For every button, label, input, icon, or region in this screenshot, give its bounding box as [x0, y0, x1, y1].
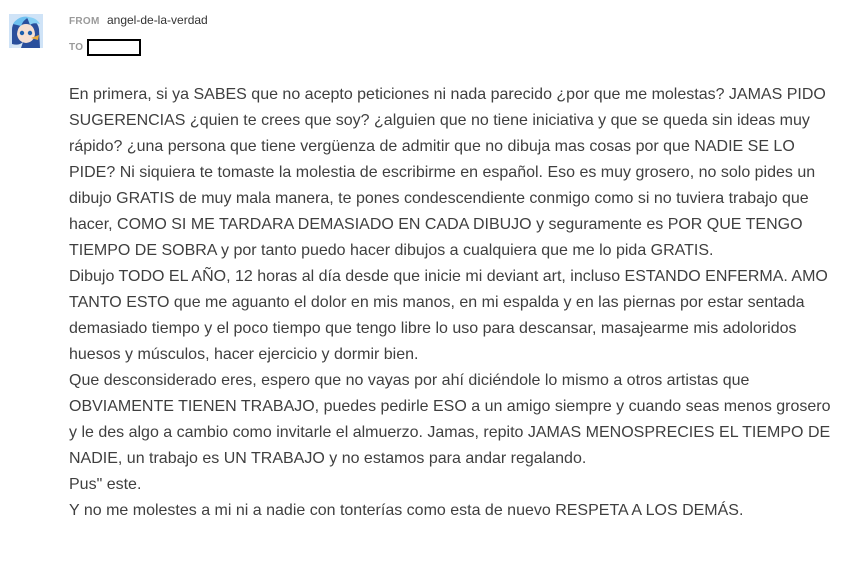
- sender-username-link[interactable]: angel-de-la-verdad: [106, 13, 208, 27]
- sender-avatar[interactable]: [9, 14, 43, 48]
- message-header: [69, 12, 208, 56]
- message-paragraph: Pus" este.: [69, 476, 142, 493]
- avatar-icon: [9, 14, 43, 48]
- message-paragraph: Dibujo TODO EL AÑO, 12 horas al día desde que inicie mi deviant art, incluso ESTANDO ENFERMA. AMO TANTO ESTO que me aguanto el dolor en mis manos, en mi espalda y en las piernas por estar sentada demasiado tiempo y el poco tiempo que tengo libre lo uso para descansar, masajearme mis adoloridos huesos y músculos, hacer ejercicio y dormir bien.: [69, 268, 828, 363]
- message-paragraph: Que desconsiderado eres, espero que no vayas por ahí diciéndole lo mismo a otros artistas que OBVIAMENTE TIENEN TRABAJO, puedes pedirle ESO a un amigo siempre y cuando seas menos grosero y le des algo a cambio como invitarle el almuerzo. Jamas, repito JAMAS MENOSPRECIES EL TIEMPO DE NADIE, un trabajo es UN TRABAJO y no estamos para andar regalando.: [69, 372, 831, 467]
- message-body: [69, 82, 839, 524]
- message-paragraph: Y no me molestes a mi ni a nadie con tonterías como esta de nuevo RESPETA A LOS DEMÁS.: [69, 502, 744, 519]
- to-label: TO: [69, 41, 84, 53]
- from-label: FROM: [69, 16, 100, 27]
- redacted-recipient: [87, 39, 141, 56]
- message-paragraph: En primera, si ya SABES que no acepto peticiones ni nada parecido ¿por que me molestas? JAMAS PIDO SUGERENCIAS ¿quien te crees que soy? ¿alguien que no tiene iniciativa y que se queda sin ideas muy rápido? ¿una persona que tiene vergüenza de admitir que no dibuja mas cosas por que NADIE SE LO PIDE? Ni siquiera te tomaste la molestia de escribirme en español. Eso es muy grosero, no solo pides un dibujo GRATIS de muy mala manera, te pones condescendiente conmigo como si no tuviera trabajo que hacer, COMO SI ME TARDARA DEMASIADO EN CADA DIBUJO y seguramente es POR QUE TENGO TIEMPO DE SOBRA y por tanto puedo hacer dibujos a cualquiera que me lo pida GRATIS.: [69, 86, 826, 259]
- from-row: [69, 12, 208, 30]
- to-row: [69, 38, 208, 56]
